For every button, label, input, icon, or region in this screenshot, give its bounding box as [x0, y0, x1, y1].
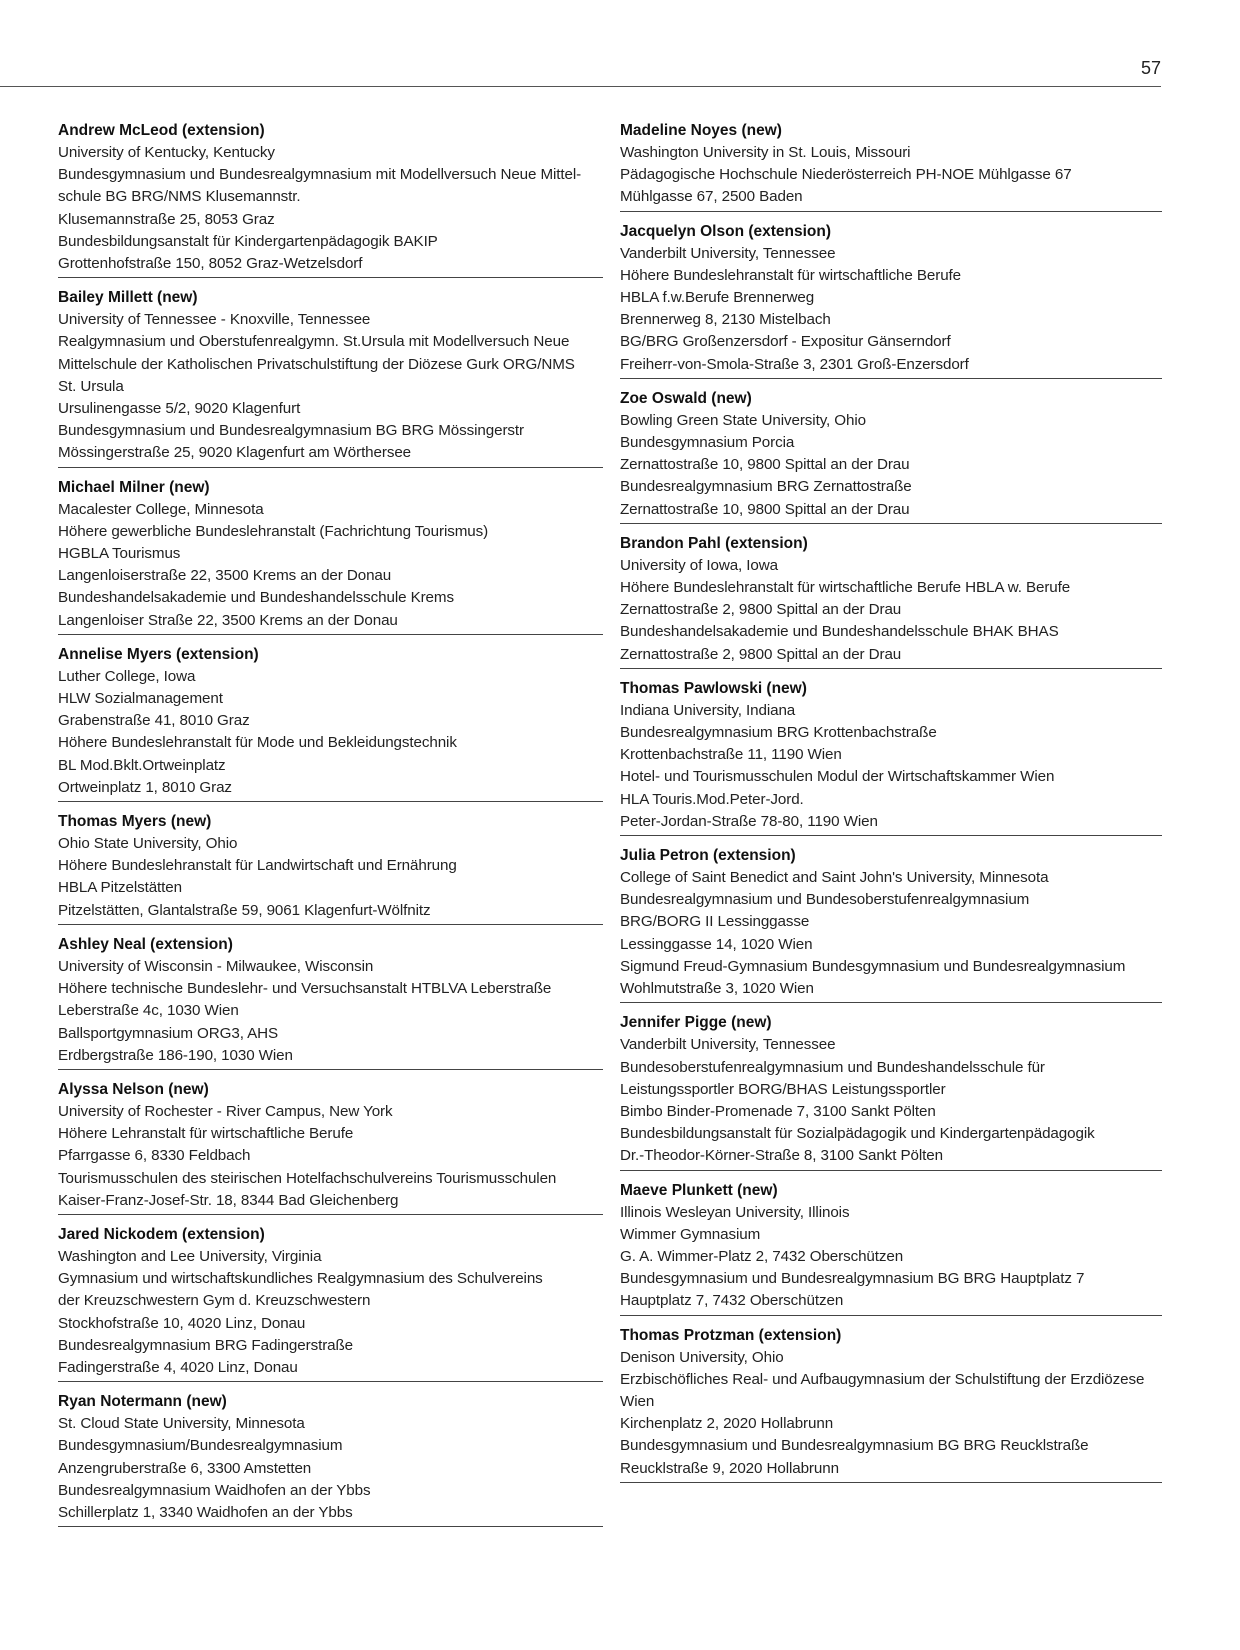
directory-entry	[58, 934, 603, 1070]
entry-line: HGBLA Tourismus	[58, 545, 181, 563]
entry-line: Bundesrealgymnasium und Bundesoberstufenrealgymnasium	[620, 891, 1030, 909]
entry-line: BL Mod.Bklt.Ortweinplatz	[58, 756, 226, 774]
entry-line: Langenloiserstraße 22, 3500 Krems an der Donau	[58, 567, 392, 585]
entry-line: St. Cloud State University, Minnesota	[58, 1415, 305, 1433]
entry-line: Bundesgymnasium und Bundesrealgymnasium BG BRG Reucklstraße	[620, 1437, 1089, 1455]
directory-entry	[620, 845, 1162, 1003]
entry-line: Leistungssportler BORG/BHAS Leistungssportler	[620, 1080, 946, 1098]
entry-line: Klusemannstraße 25, 8053 Graz	[58, 210, 275, 228]
entry-line: Sigmund Freud-Gymnasium Bundesgymnasium und Bundesrealgymnasium	[620, 957, 1126, 975]
entry-line: Höhere Bundeslehranstalt für wirtschaftliche Berufe HBLA w. Berufe	[620, 579, 1071, 597]
entry-line: Bundesbildungsanstalt für Sozialpädagogik und Kindergartenpädagogik	[620, 1125, 1095, 1143]
entry-line: Grottenhofstraße 150, 8052 Graz-Wetzelsdorf	[58, 255, 363, 273]
directory-entry	[58, 477, 603, 635]
entry-line: Zernattostraße 10, 9800 Spittal an der Drau	[620, 456, 910, 474]
entry-name: Thomas Pawlowski (new)	[620, 679, 807, 697]
entry-name: Brandon Pahl (extension)	[620, 534, 808, 552]
entry-line: Schillerplatz 1, 3340 Waidhofen an der Ybbs	[58, 1503, 353, 1521]
entry-line: Mittelschule der Katholischen Privatschulstiftung der Diözese Gurk ORG/NMS	[58, 355, 575, 373]
entry-line: Bundeshandelsakademie und Bundeshandelsschule Krems	[58, 589, 454, 607]
entry-line: Bundesbildungsanstalt für Kindergartenpädagogik BAKIP	[58, 232, 438, 250]
entry-name: Ashley Neal (extension)	[58, 935, 233, 953]
entry-line: University of Tennessee - Knoxville, Tennessee	[58, 311, 371, 329]
entry-line: Indiana University, Indiana	[620, 701, 796, 719]
entry-line: Bundesgymnasium und Bundesrealgymnasium mit Modellversuch Neue Mittel-	[58, 166, 582, 184]
entry-line: Vanderbilt University, Tennessee	[620, 1036, 836, 1054]
entry-line: schule BG BRG/NMS Klusemannstr.	[58, 188, 301, 206]
entry-line: Pfarrgasse 6, 8330 Feldbach	[58, 1147, 251, 1165]
entry-line: HBLA f.w.Berufe Brennerweg	[620, 289, 815, 307]
entry-line: Mössingerstraße 25, 9020 Klagenfurt am Wörthersee	[58, 444, 412, 462]
entry-line: Zernattostraße 2, 9800 Spittal an der Drau	[620, 601, 902, 619]
entry-line: Bundesrealgymnasium BRG Zernattostraße	[620, 478, 912, 496]
entry-line: Höhere Bundeslehranstalt für Landwirtschaft und Ernährung	[58, 857, 457, 875]
entry-line: Bundesrealgymnasium Waidhofen an der Ybbs	[58, 1481, 371, 1499]
entry-line: Lessinggasse 14, 1020 Wien	[620, 935, 813, 953]
entry-line: Reucklstraße 9, 2020 Hollabrunn	[620, 1459, 839, 1477]
entry-line: Langenloiser Straße 22, 3500 Krems an der Donau	[58, 611, 398, 629]
entry-line: Stockhofstraße 10, 4020 Linz, Donau	[58, 1314, 306, 1332]
entry-line: Brennerweg 8, 2130 Mistelbach	[620, 311, 831, 329]
entry-line: Ballsportgymnasium ORG3, AHS	[58, 1024, 279, 1042]
entry-line: Luther College, Iowa	[58, 667, 196, 685]
left-column	[58, 120, 603, 1536]
entry-line: G. A. Wimmer-Platz 2, 7432 Oberschützen	[620, 1247, 904, 1265]
directory-entry	[620, 678, 1162, 836]
entry-line: Bundesgymnasium Porcia	[620, 434, 795, 452]
entry-line: Erdbergstraße 186-190, 1030 Wien	[58, 1046, 293, 1064]
entry-line: Ortweinplatz 1, 8010 Graz	[58, 778, 232, 796]
entry-line: Peter-Jordan-Straße 78-80, 1190 Wien	[620, 812, 878, 830]
entry-line: Höhere technische Bundeslehr- und Versuchsanstalt HTBLVA Leberstraße	[58, 980, 552, 998]
entry-line: Höhere Lehranstalt für wirtschaftliche Berufe	[58, 1125, 354, 1143]
directory-entry	[58, 1391, 603, 1527]
entry-name: Jacquelyn Olson (extension)	[620, 222, 832, 240]
entry-line: Höhere Bundeslehranstalt für wirtschaftliche Berufe	[620, 266, 962, 284]
entry-name: Ryan Notermann (new)	[58, 1393, 227, 1411]
entry-line: BG/BRG Großenzersdorf - Expositur Gänserndorf	[620, 333, 951, 351]
entry-line: Freiherr-von-Smola-Straße 3, 2301 Groß-Enzersdorf	[620, 355, 969, 373]
header-rule	[0, 86, 1161, 87]
entry-line: Illinois Wesleyan University, Illinois	[620, 1203, 850, 1221]
entry-line: Realgymnasium und Oberstufenrealgymn. St.Ursula mit Modellversuch Neue	[58, 333, 570, 351]
entry-line: Zernattostraße 10, 9800 Spittal an der Drau	[620, 500, 910, 518]
entry-line: Bundeshandelsakademie und Bundeshandelsschule BHAK BHAS	[620, 623, 1059, 641]
directory-entry	[620, 388, 1162, 524]
entry-line: Kirchenplatz 2, 2020 Hollabrunn	[620, 1415, 834, 1433]
directory-entry	[58, 1079, 603, 1215]
entry-line: Grabenstraße 41, 8010 Graz	[58, 712, 250, 730]
entry-line: der Kreuzschwestern Gym d. Kreuzschwestern	[58, 1292, 371, 1310]
right-column	[620, 120, 1162, 1492]
entry-line: Hotel- und Tourismusschulen Modul der Wirtschaftskammer Wien	[620, 768, 1055, 786]
entry-line: Bimbo Binder-Promenade 7, 3100 Sankt Pölten	[620, 1102, 936, 1120]
entry-name: Julia Petron (extension)	[620, 847, 796, 865]
entry-line: Washington and Lee University, Virginia	[58, 1247, 322, 1265]
entry-line: Ohio State University, Ohio	[58, 835, 238, 853]
entry-name: Maeve Plunkett (new)	[620, 1181, 778, 1199]
entry-line: Ursulinengasse 5/2, 9020 Klagenfurt	[58, 400, 301, 418]
entry-line: University of Rochester - River Campus, New York	[58, 1102, 393, 1120]
entry-line: Vanderbilt University, Tennessee	[620, 244, 836, 262]
entry-line: Krottenbachstraße 11, 1190 Wien	[620, 746, 842, 764]
entry-line: Bundesgymnasium und Bundesrealgymnasium BG BRG Mössingerstr	[58, 422, 524, 440]
entry-name: Annelise Myers (extension)	[58, 645, 259, 663]
directory-entry	[620, 1012, 1162, 1170]
entry-line: Denison University, Ohio	[620, 1348, 784, 1366]
entry-name: Thomas Protzman (extension)	[620, 1326, 842, 1344]
entry-line: Kaiser-Franz-Josef-Str. 18, 8344 Bad Gleichenberg	[58, 1191, 399, 1209]
entry-line: Bundesrealgymnasium BRG Fadingerstraße	[58, 1336, 354, 1354]
directory-entry	[58, 644, 603, 802]
entry-line: Leberstraße 4c, 1030 Wien	[58, 1002, 239, 1020]
entry-line: Dr.-Theodor-Körner-Straße 8, 3100 Sankt Pölten	[620, 1147, 943, 1165]
entry-line: Fadingerstraße 4, 4020 Linz, Donau	[58, 1358, 298, 1376]
directory-entry	[58, 1224, 603, 1382]
entry-line: Pädagogische Hochschule Niederösterreich PH-NOE Mühlgasse 67	[620, 166, 1072, 184]
entry-line: Erzbischöfliches Real- und Aufbaugymnasium der Schulstiftung der Erzdiözese	[620, 1370, 1145, 1388]
entry-line: HLA Touris.Mod.Peter-Jord.	[620, 790, 804, 808]
directory-entry	[58, 120, 603, 278]
entry-line: Wimmer Gymnasium	[620, 1225, 761, 1243]
directory-entry	[620, 221, 1162, 379]
entry-line: Bundesgymnasium und Bundesrealgymnasium BG BRG Hauptplatz 7	[620, 1270, 1085, 1288]
entry-name: Jared Nickodem (extension)	[58, 1225, 265, 1243]
entry-line: University of Iowa, Iowa	[620, 556, 778, 574]
directory-entry	[58, 811, 603, 925]
entry-line: Wohlmutstraße 3, 1020 Wien	[620, 980, 814, 998]
entry-line: BRG/BORG II Lessinggasse	[620, 913, 810, 931]
entry-line: Bundesrealgymnasium BRG Krottenbachstraße	[620, 724, 937, 742]
entry-line: Anzengruberstraße 6, 3300 Amstetten	[58, 1459, 312, 1477]
entry-name: Andrew McLeod (extension)	[58, 122, 265, 139]
entry-line: Tourismusschulen des steirischen Hotelfachschulvereins Tourismusschulen	[58, 1169, 557, 1187]
entry-line: Hauptplatz 7, 7432 Oberschützen	[620, 1292, 844, 1310]
directory-entry	[58, 287, 603, 467]
entry-line: University of Wisconsin - Milwaukee, Wisconsin	[58, 957, 374, 975]
entry-name: Zoe Oswald (new)	[620, 389, 752, 407]
entry-line: Macalester College, Minnesota	[58, 500, 264, 518]
entry-line: Bundesgymnasium/Bundesrealgymnasium	[58, 1437, 343, 1455]
entry-line: St. Ursula	[58, 377, 124, 395]
entry-line: Höhere Bundeslehranstalt für Mode und Bekleidungstechnik	[58, 734, 457, 752]
entry-name: Thomas Myers (new)	[58, 813, 212, 831]
entry-name: Madeline Noyes (new)	[620, 122, 782, 139]
entry-name: Alyssa Nelson (new)	[58, 1080, 209, 1098]
entry-line: HBLA Pitzelstätten	[58, 879, 182, 897]
directory-entry	[620, 120, 1162, 212]
entry-line: HLW Sozialmanagement	[58, 690, 223, 708]
entry-line: University of Kentucky, Kentucky	[58, 144, 275, 161]
entry-line: Gymnasium und wirtschaftskundliches Realgymnasium des Schulvereins	[58, 1270, 543, 1288]
entry-line: Wien	[620, 1392, 655, 1410]
entry-line: Washington University in St. Louis, Missouri	[620, 144, 911, 161]
directory-entry	[620, 1325, 1162, 1483]
entry-line: Bundesoberstufenrealgymnasium und Bundeshandelsschule für	[620, 1058, 1045, 1076]
entry-line: Höhere gewerbliche Bundeslehranstalt (Fachrichtung Tourismus)	[58, 522, 489, 540]
entry-line: College of Saint Benedict and Saint John's University, Minnesota	[620, 869, 1049, 887]
entry-line: Zernattostraße 2, 9800 Spittal an der Drau	[620, 645, 902, 663]
page-number: 57	[1140, 58, 1161, 78]
entry-line: Mühlgasse 67, 2500 Baden	[620, 188, 803, 206]
entry-name: Michael Milner (new)	[58, 478, 210, 496]
entry-line: Bowling Green State University, Ohio	[620, 411, 866, 429]
entry-name: Jennifer Pigge (new)	[620, 1014, 772, 1032]
entry-line: Pitzelstätten, Glantalstraße 59, 9061 Klagenfurt-Wölfnitz	[58, 901, 431, 919]
directory-entry	[620, 1180, 1162, 1316]
directory-entry	[620, 533, 1162, 669]
entry-name: Bailey Millett (new)	[58, 289, 198, 307]
